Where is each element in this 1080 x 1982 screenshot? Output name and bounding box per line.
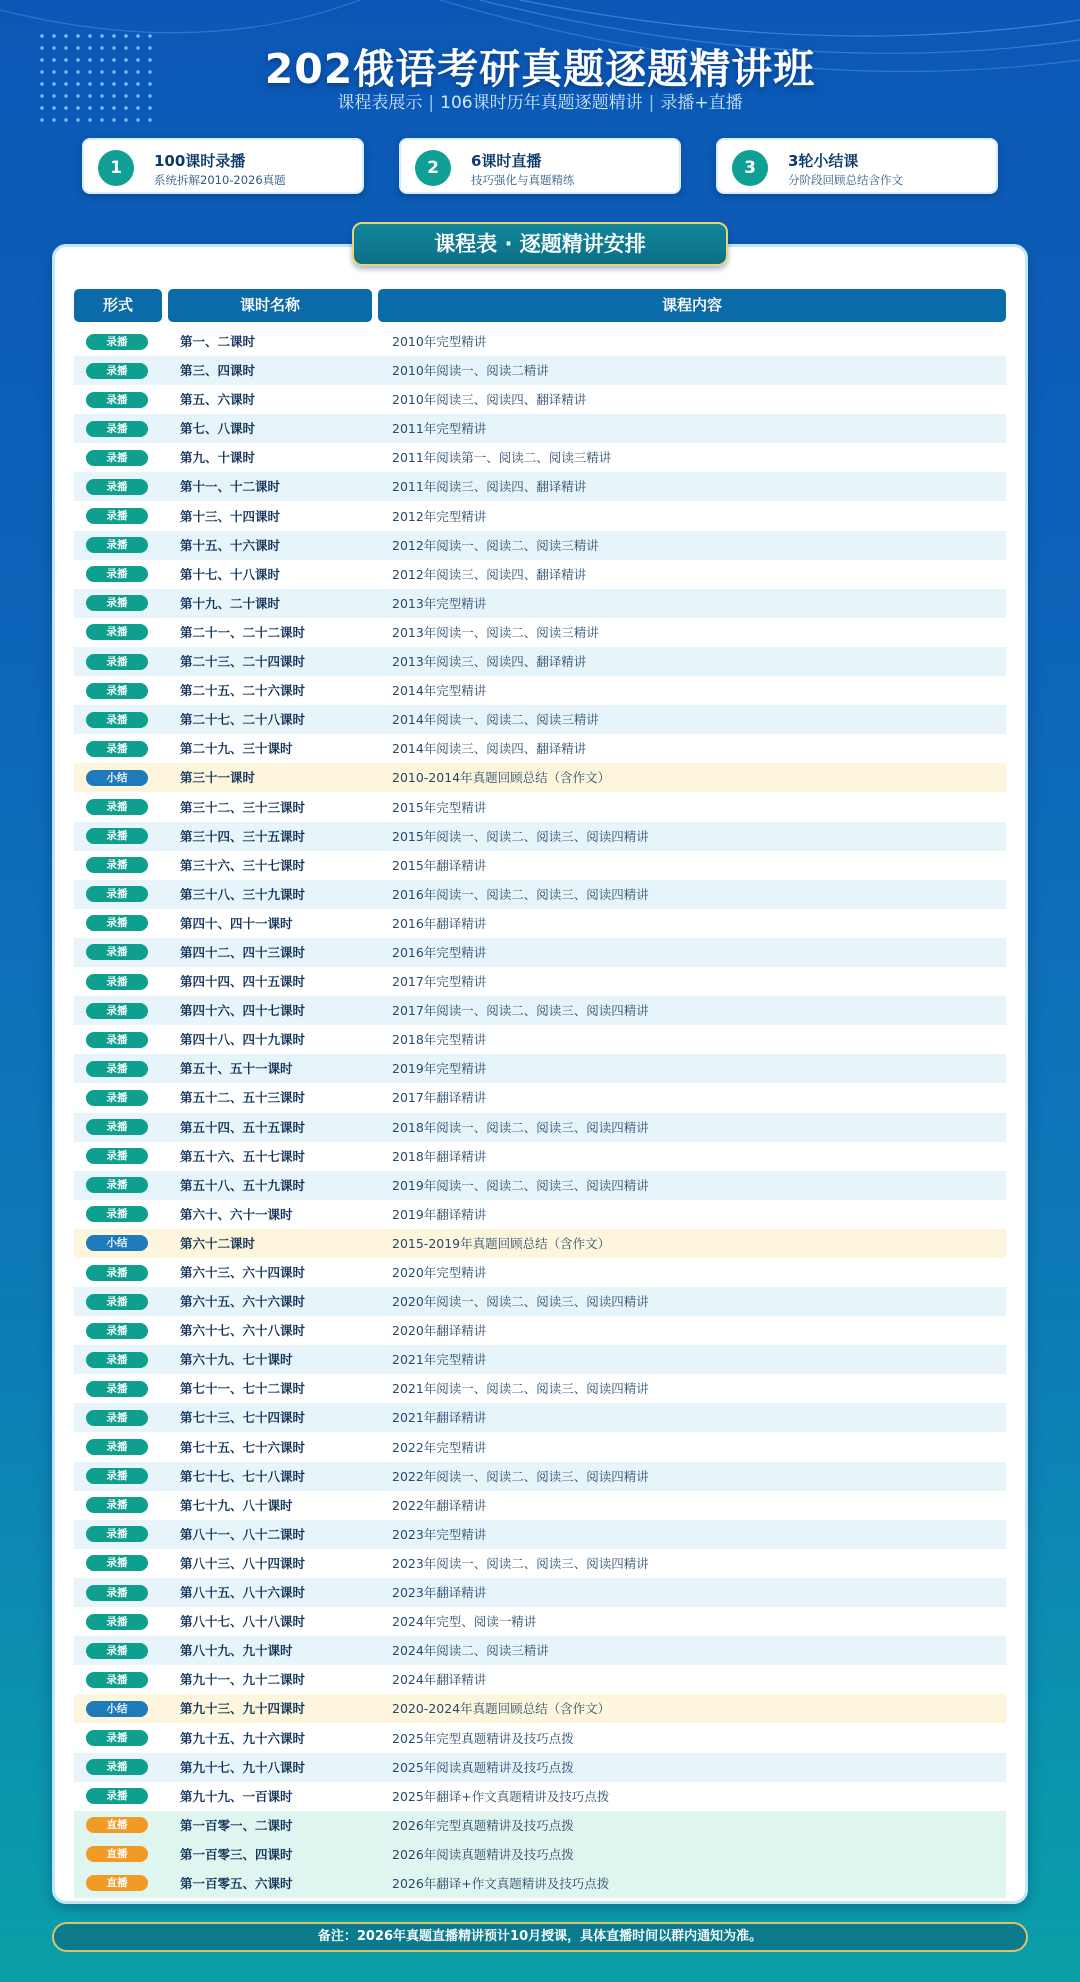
lesson-name: 第八十一、八十二课时 [180,1526,306,1542]
schedule-heading: 课程表 · 逐题精讲安排 [352,222,728,266]
feature-title: 6课时直播 [471,152,542,170]
lesson-name: 第八十五、八十六课时 [180,1585,306,1601]
lesson-content: 2015年完型精讲 [392,799,487,815]
lesson-name: 第四十八、四十九课时 [180,1032,306,1048]
table-row [74,1433,1006,1462]
lesson-type-badge: 录播 [86,1061,148,1077]
table-row [74,734,1006,763]
table-row [74,1462,1006,1491]
table-row [74,938,1006,967]
lesson-content: 2025年阅读真题精讲及技巧点拨 [392,1759,574,1775]
lesson-content: 2023年完型精讲 [392,1526,487,1542]
lesson-type-badge: 录播 [86,1410,148,1426]
lesson-name: 第六十二课时 [180,1235,256,1251]
table-row [74,1200,1006,1229]
feature-card-recorded [82,138,364,194]
lesson-type-badge: 录播 [86,857,148,873]
lesson-content: 2026年翻译+作文真题精讲及技巧点拨 [392,1875,610,1891]
lesson-name: 第二十九、三十课时 [180,741,293,757]
lesson-content: 2020年阅读一、阅读二、阅读三、阅读四精讲 [392,1294,649,1310]
lesson-name: 第十三、十四课时 [180,508,281,524]
lesson-type-badge: 录播 [86,1265,148,1281]
lesson-name: 第七十九、八十课时 [180,1497,293,1513]
lesson-type-badge: 录播 [86,1032,148,1048]
table-row [74,1607,1006,1636]
lesson-content: 2015-2019年真题回顾总结（含作文） [392,1235,611,1251]
table-row [74,705,1006,734]
table-row [74,1316,1006,1345]
lesson-name: 第七十七、七十八课时 [180,1468,306,1484]
lesson-name: 第一百零一、二课时 [180,1817,293,1833]
table-row [74,1345,1006,1374]
table-row [74,385,1006,414]
lesson-content: 2012年阅读三、阅读四、翻译精讲 [392,566,587,582]
lesson-content: 2018年阅读一、阅读二、阅读三、阅读四精讲 [392,1119,649,1135]
lesson-content: 2013年阅读三、阅读四、翻译精讲 [392,654,587,670]
lesson-content: 2025年完型真题精讲及技巧点拨 [392,1730,574,1746]
lesson-type-badge: 录播 [86,741,148,757]
table-row [74,560,1006,589]
lesson-type-badge: 录播 [86,1585,148,1601]
table-row [74,793,1006,822]
lesson-content: 2017年翻译精讲 [392,1090,487,1106]
lesson-type-badge: 直播 [86,1817,148,1833]
lesson-name: 第九十三、九十四课时 [180,1701,306,1717]
table-row [74,967,1006,996]
table-row [74,1287,1006,1316]
feature-title: 100课时录播 [154,152,246,170]
lesson-name: 第十一、十二课时 [180,479,281,495]
footer-note: 备注：2026年真题直播精讲预计10月授课，具体直播时间以群内通知为准。 [52,1922,1028,1952]
lesson-type-badge: 录播 [86,334,148,350]
lesson-type-badge: 录播 [86,1003,148,1019]
lesson-name: 第三十八、三十九课时 [180,886,306,902]
lesson-content: 2022年完型精讲 [392,1439,487,1455]
lesson-type-badge: 录播 [86,712,148,728]
table-row [74,1403,1006,1432]
table-row [74,1665,1006,1694]
feature-number-badge: 2 [415,150,451,186]
lesson-content: 2021年翻译精讲 [392,1410,487,1426]
lesson-content: 2024年翻译精讲 [392,1672,487,1688]
lesson-name: 第三十一课时 [180,770,256,786]
table-row [74,1083,1006,1112]
column-header-name: 课时名称 [168,289,372,322]
table-row [74,531,1006,560]
lesson-name: 第一、二课时 [180,334,256,349]
lesson-name: 第三十二、三十三课时 [180,799,306,815]
lesson-content: 2012年完型精讲 [392,508,487,524]
lesson-name: 第二十七、二十八课时 [180,712,306,728]
feature-title: 3轮小结课 [788,152,859,170]
lesson-content: 2024年完型、阅读一精讲 [392,1614,537,1630]
table-row [74,1025,1006,1054]
table-row [74,414,1006,443]
lesson-content: 2018年翻译精讲 [392,1148,487,1164]
page-subtitle [0,88,1080,113]
lesson-name: 第五十六、五十七课时 [180,1148,306,1164]
table-row [74,676,1006,705]
lesson-type-badge: 录播 [86,1788,148,1804]
feature-number-badge: 3 [732,150,768,186]
table-row [74,1753,1006,1782]
lesson-type-badge: 录播 [86,683,148,699]
lesson-content: 2026年完型真题精讲及技巧点拨 [392,1817,574,1833]
lesson-name: 第二十三、二十四课时 [180,654,306,670]
feature-card-summary [716,138,998,194]
lesson-name: 第二十五、二十六课时 [180,683,306,699]
lesson-content: 2020年完型精讲 [392,1265,487,1280]
column-header-type: 形式 [74,289,162,322]
lesson-name: 第六十七、六十八课时 [180,1323,306,1339]
lesson-content: 2026年阅读真题精讲及技巧点拨 [392,1846,574,1862]
feature-subtitle: 技巧强化与真题精练 [471,173,575,187]
lesson-type-badge: 录播 [86,1555,148,1571]
lesson-content: 2012年阅读一、阅读二、阅读三精讲 [392,537,599,553]
lesson-type-badge: 录播 [86,1090,148,1106]
schedule-table-body [74,327,1006,1898]
table-row [74,356,1006,385]
lesson-content: 2010年阅读一、阅读二精讲 [392,363,549,379]
table-row [74,763,1006,792]
lesson-type-badge: 录播 [86,1439,148,1455]
lesson-name: 第七十三、七十四课时 [180,1410,306,1426]
table-row [74,1869,1006,1898]
lesson-content: 2011年阅读第一、阅读二、阅读三精讲 [392,450,612,466]
lesson-content: 2010年完型精讲 [392,334,487,349]
lesson-type-badge: 录播 [86,1119,148,1135]
lesson-type-badge: 录播 [86,392,148,408]
lesson-type-badge: 小结 [86,1701,148,1717]
lesson-type-badge: 录播 [86,1177,148,1193]
lesson-content: 2013年完型精讲 [392,595,487,611]
lesson-name: 第六十五、六十六课时 [180,1294,306,1310]
table-row [74,647,1006,676]
lesson-content: 2023年阅读一、阅读二、阅读三、阅读四精讲 [392,1555,649,1571]
lesson-type-badge: 录播 [86,595,148,611]
feature-card-live [399,138,681,194]
lesson-type-badge: 录播 [86,363,148,379]
table-row [74,1520,1006,1549]
lesson-name: 第九十五、九十六课时 [180,1730,306,1746]
lesson-type-badge: 录播 [86,421,148,437]
table-row [74,472,1006,501]
lesson-name: 第六十三、六十四课时 [180,1265,306,1280]
lesson-type-badge: 录播 [86,1468,148,1484]
lesson-type-badge: 小结 [86,770,148,786]
table-row [74,1229,1006,1258]
table-row [74,589,1006,618]
lesson-content: 2017年完型精讲 [392,974,487,990]
table-row [74,1258,1006,1287]
lesson-type-badge: 录播 [86,915,148,931]
lesson-name: 第八十三、八十四课时 [180,1555,306,1571]
lesson-name: 第一百零五、六课时 [180,1875,293,1891]
lesson-type-badge: 录播 [86,799,148,815]
lesson-content: 2023年翻译精讲 [392,1585,487,1601]
lesson-type-badge: 小结 [86,1235,148,1251]
lesson-content: 2015年翻译精讲 [392,857,487,873]
subtitle-part-2: 106课时历年真题逐题精讲 [440,93,643,113]
table-row [74,1811,1006,1840]
lesson-content: 2022年翻译精讲 [392,1497,487,1513]
lesson-name: 第十九、二十课时 [180,595,281,611]
lesson-content: 2025年翻译+作文真题精讲及技巧点拨 [392,1788,610,1804]
lesson-name: 第七十一、七十二课时 [180,1381,306,1397]
table-row [74,1491,1006,1520]
lesson-name: 第九十九、一百课时 [180,1788,293,1804]
lesson-content: 2024年阅读二、阅读三精讲 [392,1643,549,1659]
table-row [74,1054,1006,1083]
lesson-name: 第七十五、七十六课时 [180,1439,306,1455]
table-row [74,1142,1006,1171]
lesson-name: 第二十一、二十二课时 [180,624,306,640]
table-row [74,851,1006,880]
lesson-name: 第四十四、四十五课时 [180,974,306,990]
lesson-content: 2015年阅读一、阅读二、阅读三、阅读四精讲 [392,828,649,844]
lesson-type-badge: 录播 [86,1672,148,1688]
table-row [74,327,1006,356]
subtitle-separator: | [428,93,435,113]
lesson-name: 第三、四课时 [180,363,256,379]
lesson-name: 第四十六、四十七课时 [180,1003,306,1019]
lesson-type-badge: 录播 [86,1759,148,1775]
lesson-name: 第七、八课时 [180,421,256,437]
lesson-type-badge: 录播 [86,624,148,640]
table-row [74,1694,1006,1723]
lesson-type-badge: 录播 [86,974,148,990]
lesson-type-badge: 录播 [86,1352,148,1368]
lesson-content: 2016年阅读一、阅读二、阅读三、阅读四精讲 [392,886,649,902]
feature-cards [82,138,1000,194]
table-row [74,1113,1006,1142]
lesson-name: 第五十、五十一课时 [180,1061,293,1077]
lesson-type-badge: 录播 [86,479,148,495]
subtitle-part-1: 课程表展示 [337,93,423,113]
lesson-type-badge: 录播 [86,1148,148,1164]
lesson-type-badge: 录播 [86,828,148,844]
table-row [74,1782,1006,1811]
lesson-type-badge: 直播 [86,1846,148,1862]
lesson-content: 2014年阅读一、阅读二、阅读三精讲 [392,712,599,728]
lesson-type-badge: 录播 [86,1730,148,1746]
lesson-content: 2016年完型精讲 [392,944,487,960]
table-row [74,1578,1006,1607]
lesson-content: 2014年完型精讲 [392,683,487,699]
lesson-content: 2022年阅读一、阅读二、阅读三、阅读四精讲 [392,1468,649,1484]
lesson-name: 第一百零三、四课时 [180,1846,293,1862]
lesson-name: 第三十六、三十七课时 [180,857,306,873]
lesson-type-badge: 录播 [86,1381,148,1397]
table-row [74,502,1006,531]
lesson-content: 2016年翻译精讲 [392,915,487,931]
lesson-content: 2019年阅读一、阅读二、阅读三、阅读四精讲 [392,1177,649,1193]
lesson-type-badge: 录播 [86,566,148,582]
table-row [74,1636,1006,1665]
page-title: 202俄语考研真题逐题精讲班 [264,45,816,93]
lesson-content: 2017年阅读一、阅读二、阅读三、阅读四精讲 [392,1003,649,1019]
lesson-name: 第四十二、四十三课时 [180,944,306,960]
table-row [74,822,1006,851]
subtitle-separator: | [648,93,655,113]
lesson-type-badge: 录播 [86,508,148,524]
lesson-type-badge: 录播 [86,886,148,902]
table-row [74,909,1006,938]
table-row [74,1171,1006,1200]
feature-number-badge: 1 [98,150,134,186]
lesson-name: 第九、十课时 [180,450,256,466]
lesson-type-badge: 录播 [86,537,148,553]
subtitle-part-3: 录播+直播 [660,93,743,113]
table-row [74,1840,1006,1869]
column-header-content: 课程内容 [378,289,1006,322]
lesson-name: 第四十、四十一课时 [180,915,293,931]
lesson-content: 2010-2014年真题回顾总结（含作文） [392,770,611,786]
lesson-name: 第六十、六十一课时 [180,1206,293,1222]
lesson-name: 第八十七、八十八课时 [180,1614,306,1630]
lesson-name: 第五十四、五十五课时 [180,1119,306,1135]
lesson-name: 第十五、十六课时 [180,537,281,553]
lesson-name: 第九十一、九十二课时 [180,1672,306,1688]
lesson-name: 第八十九、九十课时 [180,1643,293,1659]
feature-subtitle: 系统拆解2010-2026真题 [154,173,286,187]
lesson-content: 2019年完型精讲 [392,1061,487,1077]
lesson-content: 2020年翻译精讲 [392,1323,487,1339]
lesson-name: 第五十二、五十三课时 [180,1090,306,1106]
table-row [74,618,1006,647]
table-row [74,880,1006,909]
lesson-content: 2019年翻译精讲 [392,1206,487,1222]
lesson-type-badge: 直播 [86,1875,148,1891]
table-row [74,996,1006,1025]
lesson-type-badge: 录播 [86,1526,148,1542]
lesson-name: 第十七、十八课时 [180,566,281,582]
lesson-type-badge: 录播 [86,1323,148,1339]
lesson-name: 第九十七、九十八课时 [180,1759,306,1775]
lesson-type-badge: 录播 [86,450,148,466]
feature-subtitle: 分阶段回顾总结含作文 [788,173,903,187]
lesson-name: 第六十九、七十课时 [180,1352,293,1368]
lesson-content: 2010年阅读三、阅读四、翻译精讲 [392,392,587,408]
lesson-content: 2018年完型精讲 [392,1032,487,1048]
lesson-content: 2020-2024年真题回顾总结（含作文） [392,1701,611,1717]
table-row [74,1374,1006,1403]
lesson-name: 第五十八、五十九课时 [180,1177,306,1193]
lesson-name: 第三十四、三十五课时 [180,828,306,844]
lesson-type-badge: 录播 [86,944,148,960]
table-row [74,443,1006,472]
lesson-type-badge: 录播 [86,1206,148,1222]
lesson-type-badge: 录播 [86,654,148,670]
lesson-type-badge: 录播 [86,1294,148,1310]
lesson-type-badge: 录播 [86,1643,148,1659]
lesson-content: 2021年阅读一、阅读二、阅读三、阅读四精讲 [392,1381,649,1397]
lesson-name: 第五、六课时 [180,392,256,408]
lesson-type-badge: 录播 [86,1614,148,1630]
table-row [74,1549,1006,1578]
lesson-content: 2021年完型精讲 [392,1352,487,1368]
lesson-type-badge: 录播 [86,1497,148,1513]
lesson-content: 2014年阅读三、阅读四、翻译精讲 [392,741,587,757]
table-row [74,1724,1006,1753]
lesson-content: 2011年阅读三、阅读四、翻译精讲 [392,479,587,495]
lesson-content: 2011年完型精讲 [392,421,487,437]
lesson-content: 2013年阅读一、阅读二、阅读三精讲 [392,624,599,640]
table-header [74,289,1006,322]
